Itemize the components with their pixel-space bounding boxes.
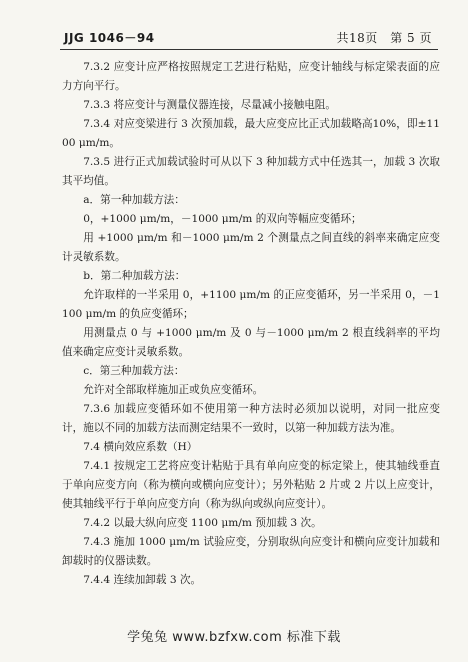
method-c-heading: c．第三种加载方法： [83,365,185,377]
paragraph-7-3-2: 7.3.2 应变计应严格按照规定工艺进行粘贴，应变计轴线与标定梁表面的应力方向平行。 [62,61,440,92]
method-c-cycle: 允许对全部取样施加正或负应变循环。 [83,384,264,396]
paragraph-7-3-6: 7.3.6 加载应变循环如不使用第一种方法时必须加以说明，对同一批应变计，施以不同的加载方法而测定结果不一致时，以第一种加载方法为准。 [62,403,440,434]
header-rule [60,49,438,50]
method-b-cycle: 允许取样的一半采用 0，+1100 μm/m 的正应变循环，另一半采用 0，－1100 μm/m 的负应变循环； [62,289,440,320]
paragraph-7-4-2: 7.4.2 以最大纵向应变 1100 μm/m 预加载 3 次。 [83,517,322,529]
paragraph-7-4-3: 7.4.3 施加 1000 μm/m 试验应变，分别取纵向应变计和横向应变计加载和卸载时的仪器读数。 [62,536,440,567]
paragraph-7-4-1: 7.4.1 按规定工艺将应变计粘贴于具有单向应变的标定梁上，使其轴线垂直于单向应变方向（称为横向或横向应变计）；另外粘贴 2 片或 2 片以上应变计，使其轴线平行于单向应变方向（称为纵向或纵向应变计）。 [62,460,440,510]
page-header [64,26,432,46]
method-b-heading: b．第二种加载方法： [83,270,186,282]
section-7-4-heading: 7.4 横向效应系数（H） [83,441,198,453]
document-body [62,58,440,590]
standard-number: JJG 1046－94 [64,31,155,45]
paragraph-7-3-5: 7.3.5 进行正式加载试验时可从以下 3 种加载方式中任选其一，加载 3 次取其平均值。 [62,156,440,187]
method-a-cycle: 0，+1000 μm/m，－1000 μm/m 的双向等幅应变循环； [83,213,362,225]
method-b-slope: 用测量点 0 与 +1000 μm/m 及 0 与－1000 μm/m 2 根直线斜率的平均值来确定应变计灵敏系数。 [62,327,440,358]
method-a-heading: a．第一种加载方法： [83,194,185,206]
page-count: 共18页 第 5 页 [336,31,432,45]
paragraph-7-4-4: 7.4.4 连续加卸载 3 次。 [83,574,202,586]
paragraph-7-3-4: 7.3.4 对应变梁进行 3 次预加载，最大应变应比正式加载略高10%，即±1100 μm/m。 [62,118,440,149]
page-footer: 学兔兔 www.bzfxw.com 标准下载 [127,630,341,645]
paragraph-7-3-3: 7.3.3 将应变计与测量仪器连接，尽量减小接触电阻。 [83,99,336,111]
method-a-slope: 用 +1000 μm/m 和－1000 μm/m 2 个测量点之间直线的斜率来确定应变计灵敏系数。 [62,232,440,263]
